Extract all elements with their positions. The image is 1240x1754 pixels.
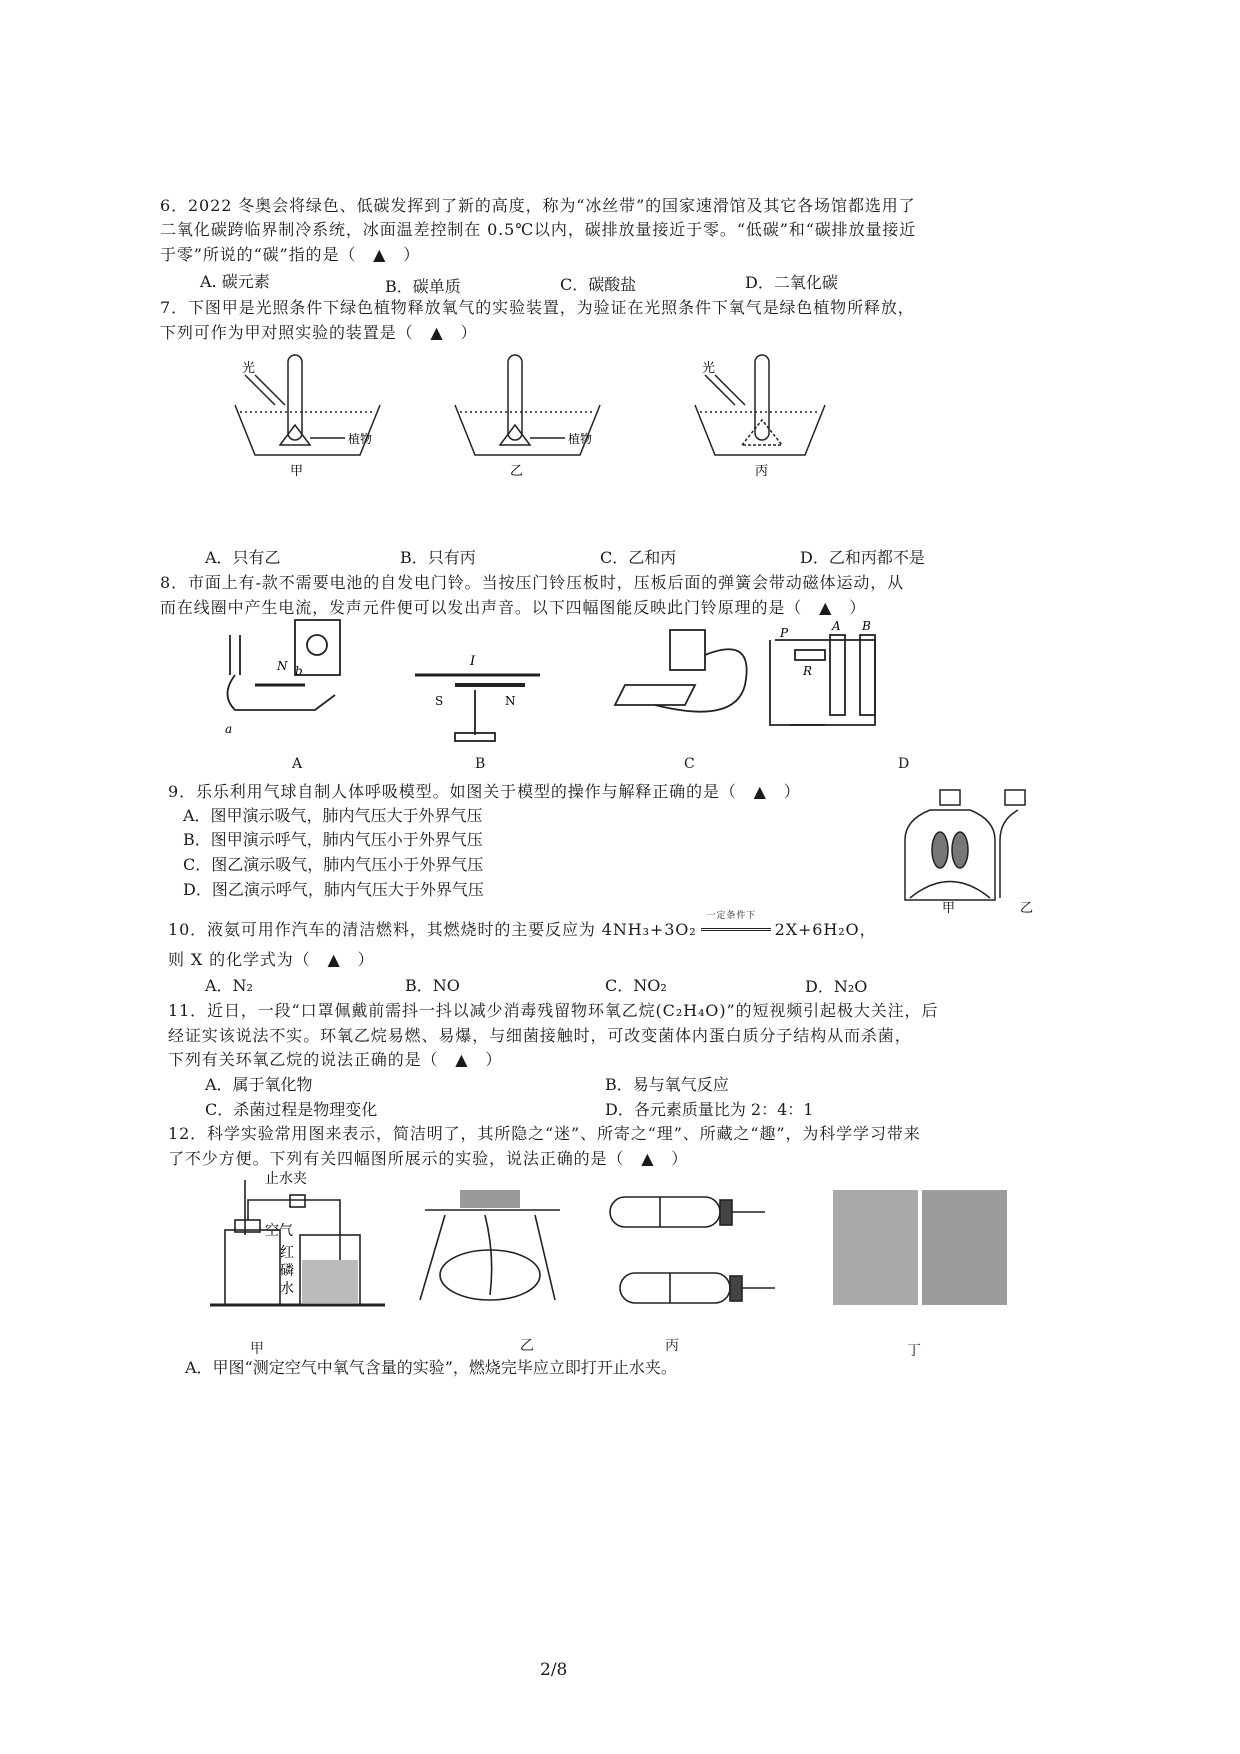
- q12-option-a: A．甲图“测定空气中氧气含量的实验”，燃烧完毕应立即打开止水夹。: [185, 1358, 677, 1377]
- q8-fig-label-b: B: [475, 756, 486, 772]
- q8-fig-d-r: R: [803, 664, 813, 678]
- q8-fig-d-p: P: [780, 626, 789, 640]
- q11-option-c: C．杀菌过程是物理变化: [205, 1100, 378, 1119]
- q6-stem-line-2: 二氧化碳跨临界制冷系统，冰面温差控制在 0.5℃以内，碳排放量接近于零。“低碳”和“碳排放量接近: [160, 220, 917, 239]
- q8-fig-a-b: b: [295, 664, 303, 678]
- q7-plant-label-yi: 植物: [568, 432, 593, 446]
- q12-stem-line-1: 12．科学实验常用图来表示，简洁明了，其所隐之“迷”、所寄之“理”、所藏之“趣”，为科学学习带来: [168, 1124, 921, 1143]
- q9-option-c: C．图乙演示吸气，肺内气压小于外界气压: [183, 855, 484, 874]
- q7-option-d: D．乙和丙都不是: [800, 548, 925, 567]
- q7-option-b: B．只有丙: [400, 548, 476, 567]
- q12-experiment-figures: [190, 1171, 1020, 1320]
- q6-option-c: C．碳酸盐: [560, 275, 637, 294]
- q8-fig-label-d: D: [898, 756, 910, 772]
- q8-fig-label-a: A: [292, 756, 303, 772]
- q11-stem-line-2: 经证实该说法不实。环氧乙烷易燃、易爆，与细菌接触时，可改变菌体内蛋白质分子结构从而杀菌，: [168, 1026, 912, 1045]
- q7-option-c: C．乙和丙: [600, 548, 677, 567]
- q10-stem-line-2: 则 X 的化学式为（ ▲ ）: [168, 950, 375, 969]
- q12-air-label: 空气: [265, 1223, 293, 1239]
- q8-stem-line-1: 8．市面上有-款不需要电池的自发电门铃。当按压门铃压板时，压板后面的弹簧会带动磁体运动，从: [160, 573, 905, 592]
- q6-option-a: A. 碳元素: [200, 272, 270, 291]
- q11-option-b: B．易与氧气反应: [605, 1075, 729, 1094]
- q8-fig-label-c: C: [684, 756, 695, 772]
- q12-fig-label-bing: 丙: [665, 1338, 679, 1354]
- q10-option-b: B．NO: [405, 976, 460, 995]
- q12-clamp-label: 止水夹: [265, 1171, 307, 1187]
- q10-reaction-condition: 一定条件下: [706, 911, 757, 921]
- q9-fig-label-jia: 甲: [942, 901, 956, 916]
- q11-option-d: D．各元素质量比为 2：4：1: [605, 1100, 814, 1119]
- q7-light-label-jia: 光: [242, 361, 256, 376]
- q8-fig-d-b: B: [862, 619, 871, 633]
- q8-stem-line-2: 而在线圈中产生电流，发声元件便可以发出声音。以下四幅图能反映此门铃原理的是（ ▲ ）: [160, 598, 867, 617]
- q9-option-a: A．图甲演示吸气，肺内气压大于外界气压: [183, 806, 483, 825]
- q6-option-d: D．二氧化碳: [745, 273, 838, 292]
- q12-fig-label-ding: 丁: [907, 1343, 921, 1359]
- page-number: 2/8: [540, 1660, 568, 1680]
- q10-option-c: C．NO₂: [605, 976, 667, 995]
- q8-fig-a-n: N: [277, 659, 288, 673]
- q7-fig-label-yi: 乙: [510, 464, 524, 479]
- q8-fig-b-current: I: [470, 654, 476, 669]
- q9-fig-label-yi: 乙: [1020, 901, 1034, 916]
- q8-circuit-figures: [215, 615, 975, 755]
- q7-apparatus-figures: [230, 350, 890, 480]
- q12-fig-label-jia: 甲: [250, 1341, 264, 1357]
- q6-stem-line-1: 6．2022 冬奥会将绿色、低碳发挥到了新的高度，称为“冰丝带”的国家速滑馆及其它各场馆都选用了: [160, 196, 916, 215]
- q6-stem-line-3: 于零”所说的“碳”指的是（ ▲ ）: [160, 245, 421, 264]
- q10-stem-line-1: [168, 911, 877, 940]
- q10-stem: 10．液氨可用作汽车的清洁燃料，其燃烧时的主要反应为 4NH₃+3O₂: [168, 920, 697, 939]
- q7-option-a: A．只有乙: [205, 548, 281, 567]
- q7-plant-label-jia: 植物: [348, 432, 373, 446]
- q9-breathing-model-figures: [900, 780, 1040, 915]
- q12-stem-line-2: 了不少方便。下列有关四幅图所展示的实验，说法正确的是（ ▲ ）: [168, 1149, 689, 1168]
- q7-stem-line-1: 7．下图甲是光照条件下绿色植物释放氧气的实验装置，为验证在光照条件下氧气是绿色植物所释放，: [160, 298, 915, 317]
- q7-light-label-bing: 光: [702, 361, 716, 376]
- q6-option-b: B．碳单质: [385, 277, 461, 296]
- q8-fig-b-n: N: [505, 694, 516, 708]
- q9-option-d: D．图乙演示呼气，肺内气压大于外界气压: [183, 880, 484, 899]
- q12-red-label: 红: [280, 1245, 294, 1261]
- q11-stem-line-1: 11．近日，一段“口罩佩戴前需抖一抖以减少消毒残留物环氧乙烷(C₂H₄O)”的短视频引起极大关注，后: [168, 1001, 939, 1020]
- q8-fig-b-s: S: [435, 694, 444, 708]
- q7-fig-label-jia: 甲: [290, 464, 304, 479]
- q9-option-b: B．图甲演示呼气，肺内气压小于外界气压: [183, 830, 483, 849]
- q7-fig-label-bing: 丙: [755, 464, 769, 479]
- q11-stem-line-3: 下列有关环氧乙烷的说法正确的是（ ▲ ）: [168, 1050, 503, 1069]
- q8-fig-a-a: a: [225, 722, 233, 736]
- q12-water-label: 水: [280, 1281, 294, 1297]
- q7-stem-line-2: 下列可作为甲对照实验的装置是（ ▲ ）: [160, 323, 478, 342]
- q9-stem: 9．乐乐利用气球自制人体呼吸模型。如图关于模型的操作与解释正确的是（ ▲ ）: [168, 782, 801, 801]
- q10-option-a: A．N₂: [205, 976, 253, 995]
- q10-option-d: D．N₂O: [805, 977, 868, 996]
- q12-fig-label-yi: 乙: [520, 1338, 534, 1354]
- q11-option-a: A．属于氧化物: [205, 1075, 313, 1094]
- q8-fig-d-a: A: [832, 619, 841, 633]
- q10-products: 2X+6H₂O，: [774, 920, 877, 939]
- q12-phosphorus-label: 磷: [280, 1263, 294, 1279]
